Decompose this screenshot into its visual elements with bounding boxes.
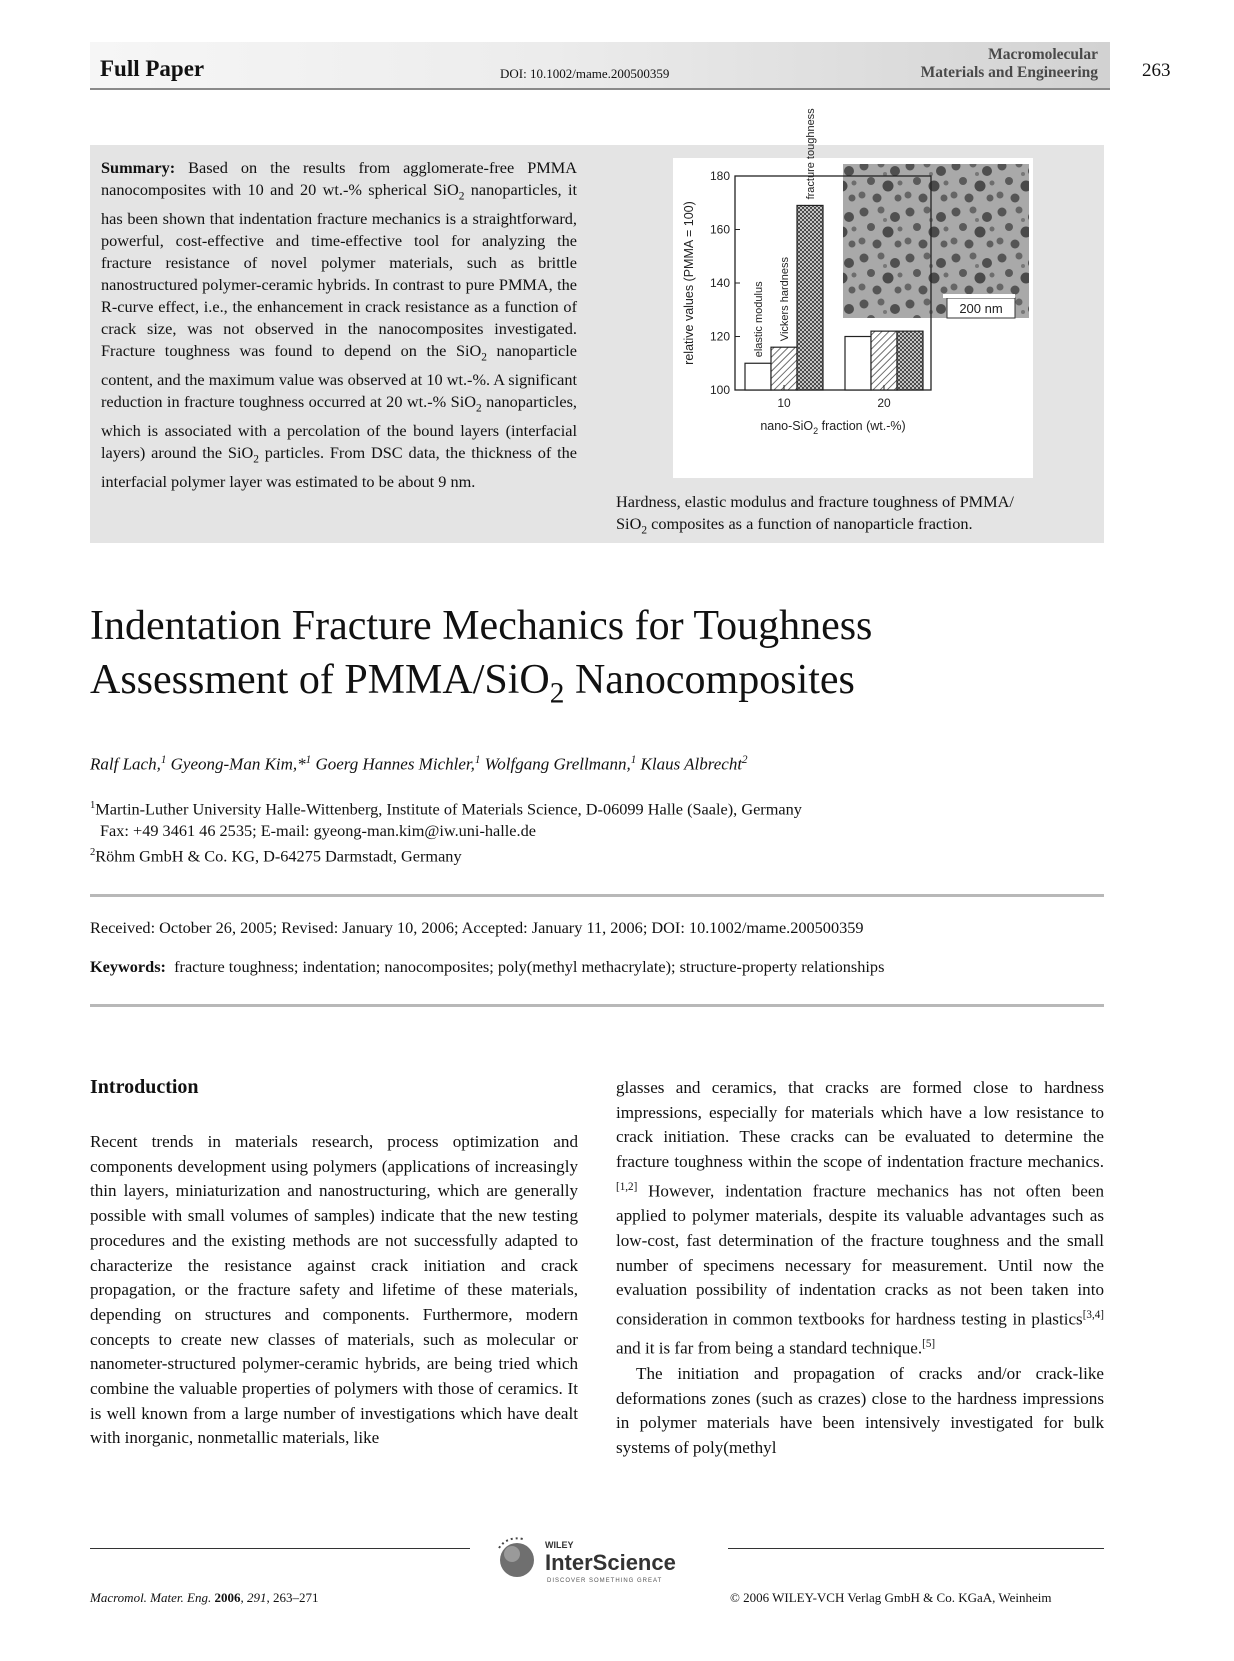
summary-part: Based on the results from agglomerate-free PMMA nanocomposites with 10 and 20 wt.-% spherical SiO: [101, 158, 577, 199]
received-dates: Received: October 26, 2005; Revised: January 10, 2006; Accepted: January 11, 2006; DOI: 10.1002/mame.200500359: [90, 918, 864, 937]
inset-scale-bar: [943, 296, 1015, 318]
bar-2-1: [897, 331, 923, 390]
summary-part: particles. From DSC data, the thickness of the interfacial polymer layer was estimated to be about 9 nm.: [101, 442, 577, 491]
interscience-logo[interactable]: [495, 1530, 705, 1588]
title-line2: [90, 653, 872, 720]
journal-logo-line2: Materials and Engineering: [920, 64, 1098, 81]
series-label: Vickers hardness: [779, 257, 791, 342]
subscript: 2: [458, 190, 465, 203]
section-label: Full Paper: [100, 56, 205, 81]
x-tick-label: 10: [777, 396, 791, 410]
citation-pages: , 263–271: [266, 1590, 319, 1605]
title-line1: Indentation Fracture Mechanics for Toughness: [90, 603, 873, 649]
author-mark: 1: [305, 754, 312, 766]
subscript: 2: [549, 677, 565, 710]
summary-part: nanoparticles, which is associated with a percolation of the bound layers (interfacial layers) around the SiO: [101, 391, 578, 462]
summary-chart: [673, 108, 1033, 478]
text-run: glasses and ceramics, that cracks are formed close to hardness impressions, especially for materials which have a low resistance to crack initiation. These cracks can be evaluated to determine the fracture toughness within the scope of indentation fracture mechanics.: [616, 1078, 1104, 1172]
section-heading: Introduction: [90, 1076, 199, 1098]
author-mark: 1: [474, 754, 481, 766]
journal-logo: [921, 46, 1098, 82]
logo-tagline: DISCOVER SOMETHING GREAT: [547, 1578, 663, 1584]
footer-citation: Macromol. Mater. Eng. 2006, 291, 263–271: [90, 1590, 319, 1605]
chart-svg: [673, 108, 1033, 478]
bar-0-0: [745, 363, 771, 390]
y-tick-label: 100: [709, 383, 730, 397]
summary-label: Summary:: [101, 158, 176, 177]
bar-1-1: [871, 331, 897, 390]
author-mark: 1: [160, 754, 167, 766]
reference-mark[interactable]: [3,4]: [1082, 1309, 1104, 1322]
caption-part: Hardness, elastic modulus and fracture toughness of PMMA/: [616, 492, 1014, 511]
subscript: 2: [476, 401, 482, 414]
y-tick-label: 180: [709, 169, 730, 183]
footer-rule-right: [728, 1548, 1104, 1549]
author-mark: 2: [742, 754, 748, 766]
bar-1-0: [771, 347, 797, 390]
divider-bottom: [90, 1004, 1104, 1007]
citation-year: 2006: [214, 1590, 241, 1605]
text-run: However, indentation fracture mechanics has not often been applied to polymer materials, despite its valuable advantages such as low-cost, fast determination of the fracture toughness and the small number of specimens necessary for measurement. Until now the evaluation possibility of indentation cracks as not been taken into consideration in common textbooks for hardness testing in plastics: [616, 1181, 1104, 1329]
author-name: Wolfgang Grellmann,: [484, 754, 631, 774]
bar-0-1: [845, 337, 871, 391]
subscript: 2: [641, 524, 648, 537]
x-axis-label: nano-SiO$_2$ fraction (wt.-%): [760, 419, 906, 436]
summary-part: nanoparticles, it has been shown that indentation fracture mechanics is a straightforward, powerful, cost-effective and time-effective tool for analyzing the fracture resistance of novel polymer materials, such as brittle nanostructured polymer-ceramic hybrids. In contrast to pure PMMA, the R-curve effect, i.e., the enhancement in crack resistance as a function of crack size, was not observed in the nanocomposites investigated. Fracture toughness was found to depend on the SiO: [101, 179, 577, 360]
keywords-label: Keywords:: [90, 957, 166, 976]
inset-scale-label: 200 nm: [959, 301, 1003, 316]
keywords-line: [90, 957, 884, 977]
body-column-2: [616, 1076, 1104, 1461]
affiliation-1: [90, 795, 802, 820]
affiliation-mark: 2: [90, 847, 96, 859]
author-name: Goerg Hannes Michler,: [315, 754, 475, 774]
text-run: and it is far from being a standard technique.: [616, 1339, 923, 1359]
summary-text: [101, 157, 577, 493]
affiliation-text: Röhm GmbH & Co. KG, D-64275 Darmstadt, Germany: [95, 846, 462, 866]
reference-mark[interactable]: [1,2]: [616, 1180, 638, 1193]
figure-caption: [616, 491, 1106, 541]
body-column-1: [90, 1130, 578, 1451]
subscript: 2: [253, 452, 259, 465]
paragraph: Recent trends in materials research, process optimization and components development using polymers (applications of increasingly thin layers, miniaturization and nanostructuring, which are generally possible with small volumes of samples) indicate that the new testing procedures and the existing methods are not successfully adapted to characterize the resistance against crack initiation and crack propagation, or the fracture safety and lifetime of these materials, depending on structures and components. Furthermore, modern concepts to create new classes of materials, such as molecular or nanometer-structured polymer-ceramic hybrids, are being tried which combine the valuable properties of polymers with those of ceramics. It is well known from a large number of investigations which have dealt with inorganic, nonmetallic materials, like: [90, 1132, 578, 1448]
series-label: elastic modulus: [753, 281, 765, 358]
author-list: [90, 754, 748, 775]
title-part: Nanocomposites: [564, 657, 855, 703]
page-number: 263: [1142, 60, 1171, 81]
keywords-text: fracture toughness; indentation; nanocomposites; poly(methyl methacrylate); structure-property relationships: [174, 957, 885, 976]
caption-part: SiO: [616, 514, 642, 533]
author-name: Gyeong-Man Kim,*: [170, 754, 306, 774]
paragraph: The initiation and propagation of cracks and/or crack-like deformations zones (such as crazes) close to the hardness impressions in polymer materials have been intensively investigated for bulk systems of poly(methyl: [616, 1363, 1104, 1457]
affiliations: [90, 795, 802, 868]
interscience-wordmark: InterScience: [545, 1550, 676, 1575]
author-mark: 1: [630, 754, 637, 766]
header-doi[interactable]: DOI: 10.1002/mame.200500359: [500, 66, 670, 81]
affiliation-2: [90, 842, 802, 867]
title-part: Assessment of PMMA/SiO: [90, 657, 550, 703]
y-axis-label: relative values (PMMA = 100): [682, 201, 696, 365]
globe-icon: [499, 1538, 534, 1577]
bar-2-0: [797, 205, 823, 390]
footer-copyright: © 2006 WILEY-VCH Verlag GmbH & Co. KGaA, Weinheim: [730, 1590, 1052, 1605]
citation-volume: 291: [246, 1590, 267, 1605]
affiliation-text: Martin-Luther University Halle-Wittenberg, Institute of Materials Science, D-06099 Halle (Saale), Germany: [95, 799, 802, 819]
journal-logo-line1: Macromolecular: [988, 46, 1098, 63]
y-tick-label: 120: [709, 329, 730, 344]
y-tick-label: 140: [709, 276, 730, 290]
divider-top: [90, 894, 1104, 897]
footer-rule-left: [90, 1548, 470, 1549]
citation-journal: Macromol. Mater. Eng.: [90, 1590, 212, 1605]
contact-line: [90, 820, 802, 842]
caption-part: composites as a function of nanoparticle fraction.: [647, 514, 973, 533]
y-tick-label: 160: [709, 222, 730, 237]
subscript: 2: [481, 350, 487, 363]
summary-part: nanoparticle content, and the maximum value was observed at 10 wt.-%. A significant reduction in fracture toughness occurred at 20 wt.-% SiO: [101, 340, 578, 411]
reference-mark[interactable]: [5]: [922, 1338, 936, 1351]
contact-text[interactable]: Fax: +49 3461 46 2535; E-mail: gyeong-man.kim@iw.uni-halle.de: [100, 821, 536, 841]
affiliation-mark: 1: [90, 800, 96, 811]
paragraph: [616, 1076, 1104, 1362]
wiley-wordmark: WILEY: [545, 1540, 574, 1550]
x-tick-label: 20: [877, 396, 891, 410]
article-title: [90, 599, 872, 720]
author-name: Ralf Lach,: [90, 754, 161, 774]
author-name: Klaus Albrecht: [640, 754, 743, 774]
series-label: fracture toughness: [805, 108, 817, 200]
